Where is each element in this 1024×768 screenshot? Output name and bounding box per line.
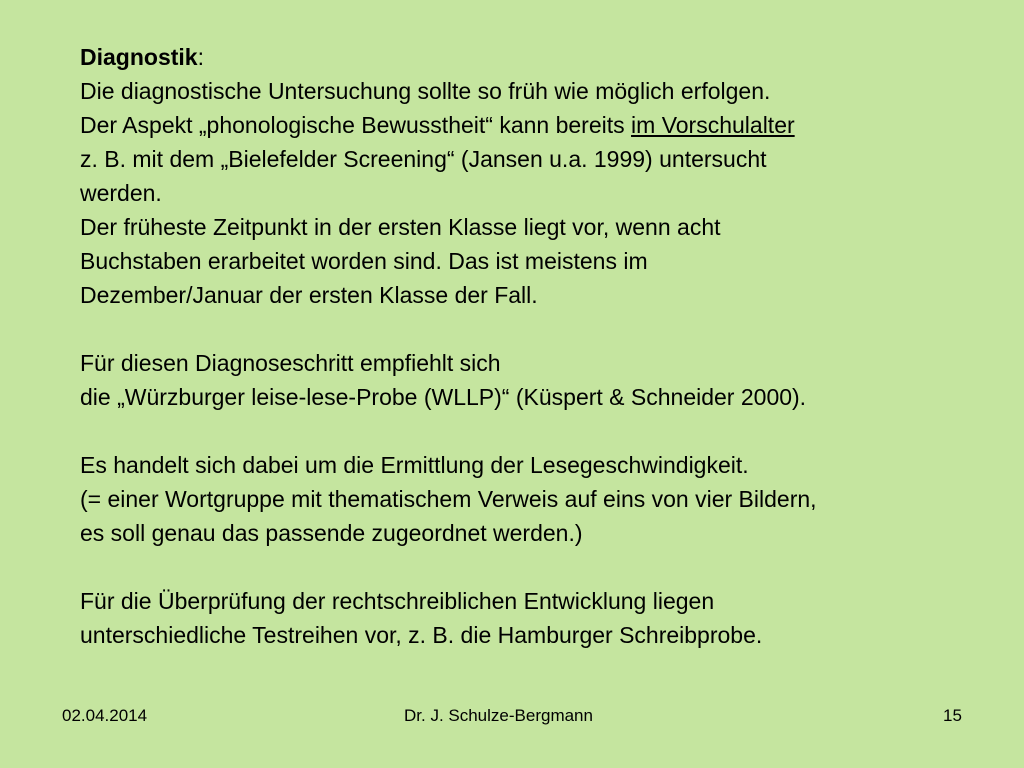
heading-colon: : bbox=[197, 44, 204, 70]
heading: Diagnostik bbox=[80, 44, 198, 70]
paragraph-1-line-6: Buchstaben erarbeitet worden sind. Das ist meistens im bbox=[80, 248, 648, 274]
paragraph-3-line-3: es soll genau das passende zugeordnet werden.) bbox=[80, 520, 583, 546]
paragraph-3-line-1: Es handelt sich dabei um die Ermittlung der Lesegeschwindigkeit. bbox=[80, 452, 749, 478]
footer-author: Dr. J. Schulze-Bergmann bbox=[404, 706, 593, 725]
footer-date: 02.04.2014 bbox=[62, 706, 148, 725]
paragraph-3-line-2: (= einer Wortgruppe mit thematischem Verweis auf eins von vier Bildern, bbox=[80, 486, 817, 512]
blank-line bbox=[80, 550, 1000, 584]
paragraph-1-line-2 bbox=[80, 108, 1000, 142]
underlined-phrase: im Vorschulalter bbox=[631, 112, 795, 138]
slide-body bbox=[80, 40, 1000, 652]
heading-line bbox=[80, 40, 1000, 74]
paragraph-1-line-3: z. B. mit dem „Bielefelder Screening“ (Jansen u.a. 1999) untersucht bbox=[80, 146, 767, 172]
footer-page-number: 15 bbox=[943, 706, 962, 725]
blank-line bbox=[80, 312, 1000, 346]
paragraph-2-line-1: Für diesen Diagnoseschritt empfiehlt sich bbox=[80, 350, 501, 376]
paragraph-2-line-2: die „Würzburger leise-lese-Probe (WLLP)“ (Küspert & Schneider 2000). bbox=[80, 384, 807, 410]
paragraph-1-line-4: werden. bbox=[80, 180, 162, 206]
blank-line bbox=[80, 414, 1000, 448]
paragraph-1-line-7: Dezember/Januar der ersten Klasse der Fall. bbox=[80, 282, 538, 308]
paragraph-4-line-1: Für die Überprüfung der rechtschreiblichen Entwicklung liegen bbox=[80, 588, 715, 614]
paragraph-4-line-2: unterschiedliche Testreihen vor, z. B. die Hamburger Schreibprobe. bbox=[80, 622, 763, 648]
paragraph-1-line-5: Der früheste Zeitpunkt in der ersten Klasse liegt vor, wenn acht bbox=[80, 214, 721, 240]
paragraph-1-line-1: Die diagnostische Untersuchung sollte so früh wie möglich erfolgen. bbox=[80, 78, 771, 104]
paragraph-1-line-2-text: Der Aspekt „phonologische Bewusstheit“ kann bereits bbox=[80, 112, 632, 138]
